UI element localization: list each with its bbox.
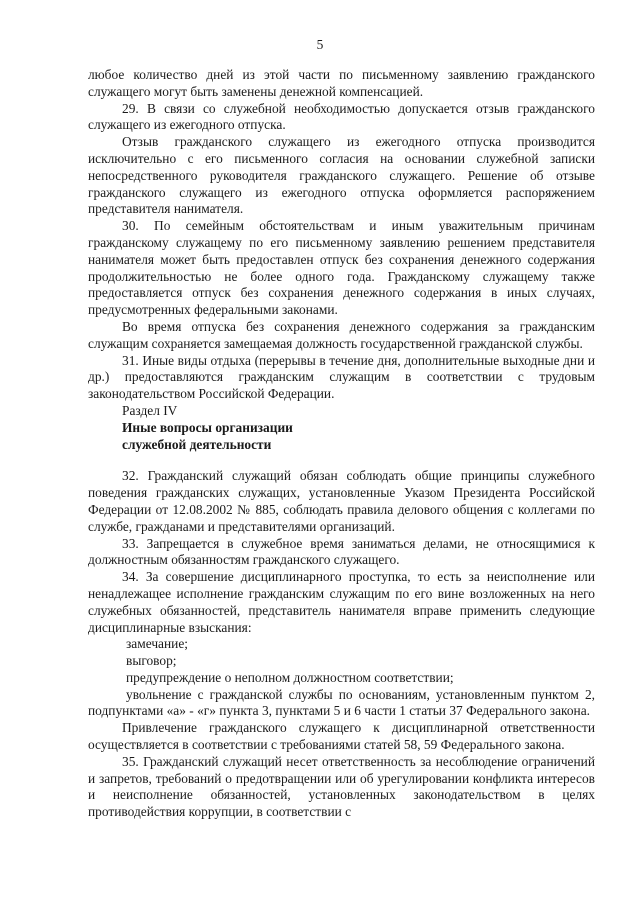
list-item: увольнение с гражданской службы по основаниям, установленным пунктом 2, подпунктами «а» - «г» пункта 3, пунктами 5 и 6 части 1 статьи 37 Федерального закона. <box>88 686 595 719</box>
paragraph: Во время отпуска без сохранения денежного содержания за гражданским служащим сохраняется замещаемая должность государственной гражданской службы. <box>88 318 595 351</box>
section-spacer <box>88 453 595 468</box>
list-item: выговор; <box>126 653 177 669</box>
paragraphs-before-section <box>88 67 595 403</box>
paragraphs-after-section <box>88 468 595 821</box>
paragraph: Привлечение гражданского служащего к дисциплинарной ответственности осуществляется в соответствии с требованиями статей 58, 59 Федерального закона. <box>88 720 595 753</box>
section-title-line-1: Иные вопросы организации <box>122 419 293 435</box>
paragraph: 34. За совершение дисциплинарного проступка, то есть за неисполнение или ненадлежащее исполнение гражданским служащим по его вине возложенных на него служебных обязанностей, представитель нанимателя вправе применить следующие дисциплинарные взыскания: <box>88 569 595 635</box>
paragraph: 35. Гражданский служащий несет ответственность за несоблюдение ограничений и запретов, требований о предотвращении или об урегулировании конфликта интересов и неисполнение обязанностей, установленных законодательством в целях противодействия коррупции, в соответствии с <box>88 753 595 820</box>
document-body <box>88 67 595 821</box>
paragraph: Отзыв гражданского служащего из ежегодного отпуска производится исключительно с его письменного согласия на основании служебной записки непосредственного руководителя гражданского служащего. Решение об отзыве гражданского служащего из ежегодного отпуска оформляется распоряжением представителя нанимателя. <box>88 134 595 217</box>
paragraph: 29. В связи со служебной необходимостью допускается отзыв гражданского служащего из ежегодного отпуска. <box>88 100 595 133</box>
list-item: замечание; <box>126 636 188 652</box>
paragraph: 33. Запрещается в служебное время заниматься делами, не относящимися к должностным обязанностям гражданского служащего. <box>88 535 595 568</box>
paragraph: любое количество дней из этой части по письменному заявлению гражданского служащего могут быть заменены денежной компенсацией. <box>88 67 595 99</box>
section-title-line-2: служебной деятельности <box>122 436 272 452</box>
paragraph: 30. По семейным обстоятельствам и иным уважительным причинам гражданскому служащему по его письменному заявлению решением представителя нанимателя может быть предоставлен отпуск без сохранения денежного содержания продолжительностью не более одного года. Гражданскому служащему также предоставляется отпуск без сохранения денежного содержания в иных случаях, предусмотренных федеральными законами. <box>88 218 595 318</box>
section-label: Раздел IV <box>122 402 178 418</box>
list-item: предупреждение о неполном должностном соответствии; <box>126 669 454 685</box>
paragraph: 31. Иные виды отдыха (перерывы в течение дня, дополнительные выходные дни и др.) предоставляются гражданским служащим в соответствии с трудовым законодательством Российской Федерации. <box>88 352 595 402</box>
paragraph: 32. Гражданский служащий обязан соблюдать общие принципы служебного поведения гражданских служащих, установленные Указом Президента Российской Федерации от 12.08.2002 № 885, соблюдать правила делового общения с коллегами по службе, гражданами и представителями организаций. <box>88 468 595 534</box>
page-number: 5 <box>316 37 324 52</box>
